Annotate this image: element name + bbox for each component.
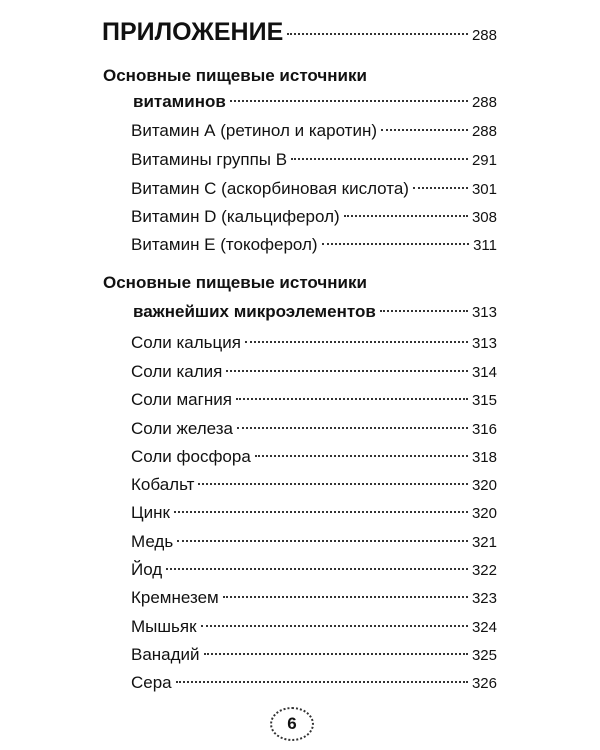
- toc-entry-page: 315: [471, 392, 497, 409]
- toc-entry-page: 320: [471, 505, 497, 522]
- toc-entry-label: Сера: [131, 673, 172, 692]
- toc-entry: [131, 121, 497, 141]
- dot-leader: [344, 215, 468, 217]
- toc-entry: [131, 588, 497, 608]
- section-heading-row: [133, 302, 497, 322]
- dot-leader: [236, 398, 468, 400]
- toc-entry-label: Медь: [131, 532, 174, 551]
- toc-entry: [131, 475, 497, 495]
- toc-entry-label: Йод: [131, 560, 163, 579]
- toc-entry: [131, 235, 497, 255]
- toc-entry-page: 291: [471, 152, 497, 169]
- dot-leader: [245, 341, 468, 343]
- toc-entry: [131, 419, 497, 439]
- section-heading-line1: Основные пищевые источники: [103, 273, 367, 292]
- toc-entry-page: 313: [471, 335, 497, 352]
- toc-entry-page: 323: [471, 590, 497, 607]
- section-page: 288: [471, 94, 497, 111]
- dot-leader: [223, 596, 468, 598]
- toc-entry-label: Цинк: [131, 503, 170, 522]
- toc-entry-page: 320: [471, 477, 497, 494]
- toc-entry: [131, 503, 497, 523]
- dot-leader: [381, 129, 468, 131]
- dot-leader: [176, 681, 468, 683]
- toc-entry-label: Витамин Е (токоферол): [131, 235, 318, 254]
- toc-entry-page: 325: [471, 647, 497, 664]
- section-heading-line2: витаминов: [133, 92, 226, 111]
- dot-leader: [226, 370, 468, 372]
- toc-entry: [131, 333, 497, 353]
- toc-entry: [131, 645, 497, 665]
- toc-entry-label: Кремнезем: [131, 588, 219, 607]
- toc-entry-label: Витамин А (ретинол и каротин): [131, 121, 377, 140]
- toc-entry-label: Витамин С (аскорбиновая кислота): [131, 179, 409, 198]
- toc-entry: [131, 532, 497, 552]
- dot-leader: [177, 540, 468, 542]
- toc-entry: [131, 560, 497, 580]
- toc-entry-label: Соли кальция: [131, 333, 241, 352]
- toc-entry-page: 311: [473, 237, 497, 254]
- toc-entry-label: Соли магния: [131, 390, 232, 409]
- section-heading-line1: Основные пищевые источники: [103, 66, 367, 85]
- section-page: 313: [471, 304, 497, 321]
- toc-entry: [131, 617, 497, 637]
- toc-entry-page: 288: [471, 123, 497, 140]
- dot-leader: [413, 187, 468, 189]
- dot-leader: [287, 33, 468, 35]
- page-number: 6: [287, 714, 297, 733]
- toc-entry-page: 322: [471, 562, 497, 579]
- page-number-badge: [270, 707, 314, 741]
- toc-entry-label: Соли железа: [131, 419, 234, 438]
- toc-entry-label: Ванадий: [131, 645, 200, 664]
- toc-entry: [131, 179, 497, 199]
- toc-entry: [131, 673, 497, 693]
- toc-title-page: 288: [471, 27, 497, 44]
- toc-entry-page: 321: [471, 534, 497, 551]
- toc-entry: [131, 150, 497, 170]
- toc-entry-page: 316: [471, 421, 497, 438]
- dot-leader: [201, 625, 468, 627]
- toc-entry: [131, 362, 497, 382]
- toc-entry-label: Мышьяк: [131, 617, 197, 636]
- dot-leader: [255, 455, 468, 457]
- toc-entry-label: Кобальт: [131, 475, 195, 494]
- toc-entry-page: 324: [471, 619, 497, 636]
- toc-entry: [131, 390, 497, 410]
- toc-title-row: [102, 18, 497, 47]
- dot-leader: [291, 158, 468, 160]
- toc-entry-page: 308: [471, 209, 497, 226]
- toc-entry-label: Соли калия: [131, 362, 223, 381]
- section-heading-line2: важнейших микроэлементов: [133, 302, 376, 321]
- dot-leader: [174, 511, 468, 513]
- toc-entry-label: Соли фосфора: [131, 447, 251, 466]
- dot-leader: [237, 427, 468, 429]
- dot-leader: [198, 483, 468, 485]
- dot-leader: [380, 310, 468, 312]
- dot-leader: [322, 243, 469, 245]
- toc-entry-label: Витамины группы В: [131, 150, 288, 169]
- toc-entry: [131, 447, 497, 467]
- toc-entry: [131, 207, 497, 227]
- toc-entry-page: 326: [471, 675, 497, 692]
- toc-entry-page: 314: [471, 364, 497, 381]
- dot-leader: [166, 568, 468, 570]
- toc-title: ПРИЛОЖЕНИЕ: [102, 18, 284, 46]
- dot-leader: [204, 653, 468, 655]
- toc-entry-page: 301: [471, 181, 497, 198]
- toc-entry-label: Витамин D (кальциферол): [131, 207, 340, 226]
- toc-entry-page: 318: [471, 449, 497, 466]
- dot-leader: [230, 100, 468, 102]
- section-heading-row: [133, 92, 497, 112]
